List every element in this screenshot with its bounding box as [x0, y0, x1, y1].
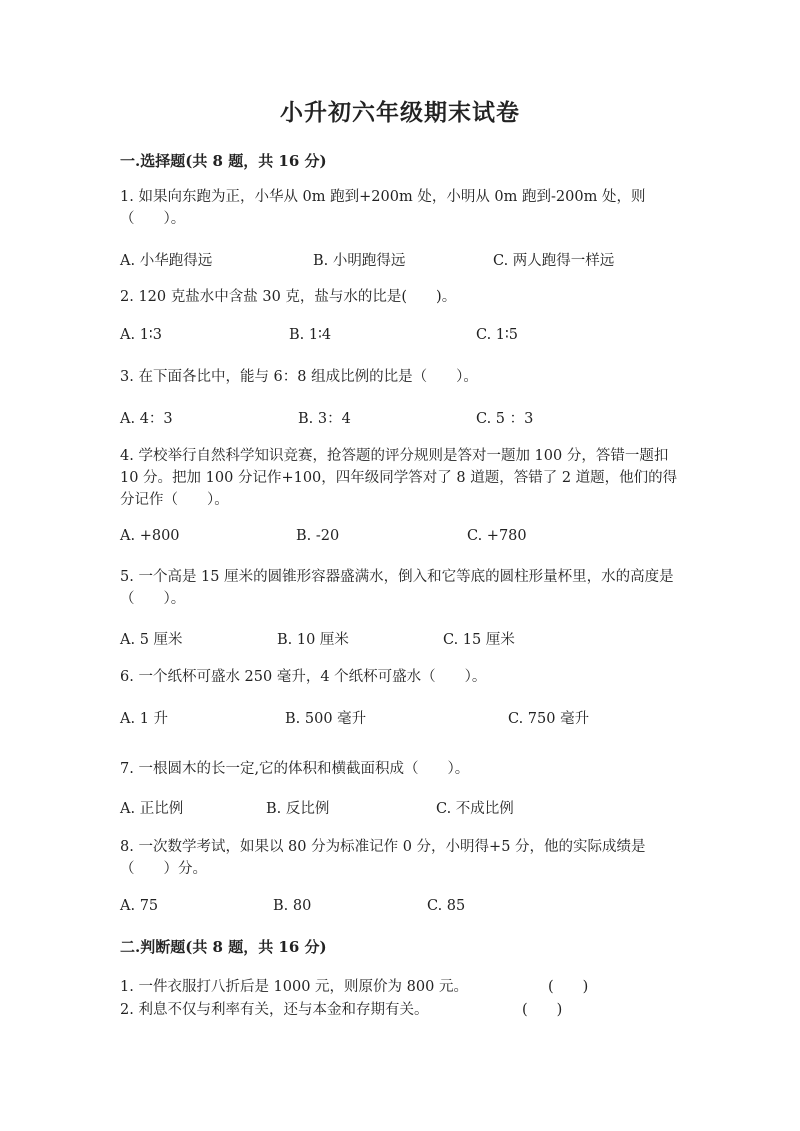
question-6-option-a: A. 1 升 [120, 711, 169, 727]
question-7: 7. 一根圆木的长一定,它的体积和横截面积成（ ）。 [120, 761, 470, 777]
question-5-option-c: C. 15 厘米 [443, 632, 515, 648]
question-2-option-b: B. 1∶4 [289, 327, 332, 343]
question-7-option-c: C. 不成比例 [436, 801, 514, 817]
page-title: 小升初六年级期末试卷 [280, 99, 520, 126]
question-8-option-c: C. 85 [427, 898, 466, 914]
question-1-option-c: C. 两人跑得一样远 [493, 253, 615, 269]
section-heading-true-false: 二.判断题(共 8 题，共 16 分) [120, 938, 327, 956]
true-false-item-2: 2. 利息不仅与利率有关，还与本金和存期有关。 [120, 1002, 429, 1018]
question-3-option-b: B. 3：4 [298, 411, 351, 427]
question-3-option-a: A. 4：3 [120, 411, 173, 427]
true-false-item-1-blank: ( ) [548, 979, 589, 995]
question-3: 3. 在下面各比中，能与 6：8 组成比例的比是（ ）。 [120, 369, 478, 385]
true-false-item-1: 1. 一件衣服打八折后是 1000 元，则原价为 800 元。 [120, 979, 468, 995]
question-7-option-a: A. 正比例 [120, 801, 184, 817]
true-false-item-2-blank: ( ) [522, 1002, 563, 1018]
question-5-option-a: A. 5 厘米 [120, 632, 183, 648]
question-8: 8. 一次数学考试，如果以 80 分为标准记作 0 分，小明得+5 分，他的实际成绩是（ ）分。 [120, 839, 646, 877]
question-6-option-b: B. 500 毫升 [285, 711, 367, 727]
question-5-option-b: B. 10 厘米 [277, 632, 349, 648]
question-1: 1. 如果向东跑为正，小华从 0m 跑到+200m 处，小明从 0m 跑到-200m 处，则（ ）。 [120, 189, 646, 227]
question-6-option-c: C. 750 毫升 [508, 711, 590, 727]
question-4-option-b: B. -20 [296, 528, 340, 544]
section-heading-choice: 一.选择题(共 8 题，共 16 分) [120, 152, 327, 170]
question-1-option-b: B. 小明跑得远 [313, 253, 406, 269]
question-2-option-c: C. 1∶5 [476, 327, 519, 343]
question-2: 2. 120 克盐水中含盐 30 克，盐与水的比是( )。 [120, 289, 457, 305]
question-8-option-b: B. 80 [273, 898, 312, 914]
question-3-option-c: C. 5 ：3 [476, 411, 534, 427]
question-6: 6. 一个纸杯可盛水 250 毫升，4 个纸杯可盛水（ ）。 [120, 669, 487, 685]
question-4: 4. 学校举行自然科学知识竞赛，抢答题的评分规则是答对一题加 100 分，答错一题扣 10 分。把加 100 分记作+100，四年级同学答对了 8 道题，答错了 2 道题，他们的得分记作（ ）。 [120, 448, 678, 508]
question-1-option-a: A. 小华跑得远 [120, 253, 213, 269]
question-5: 5. 一个高是 15 厘米的圆锥形容器盛满水，倒入和它等底的圆柱形量杯里，水的高度是（ ）。 [120, 569, 674, 607]
question-4-option-c: C. +780 [467, 528, 527, 544]
question-4-option-a: A. +800 [120, 528, 180, 544]
question-2-option-a: A. 1∶3 [120, 327, 162, 343]
question-8-option-a: A. 75 [120, 898, 159, 914]
question-7-option-b: B. 反比例 [266, 801, 330, 817]
